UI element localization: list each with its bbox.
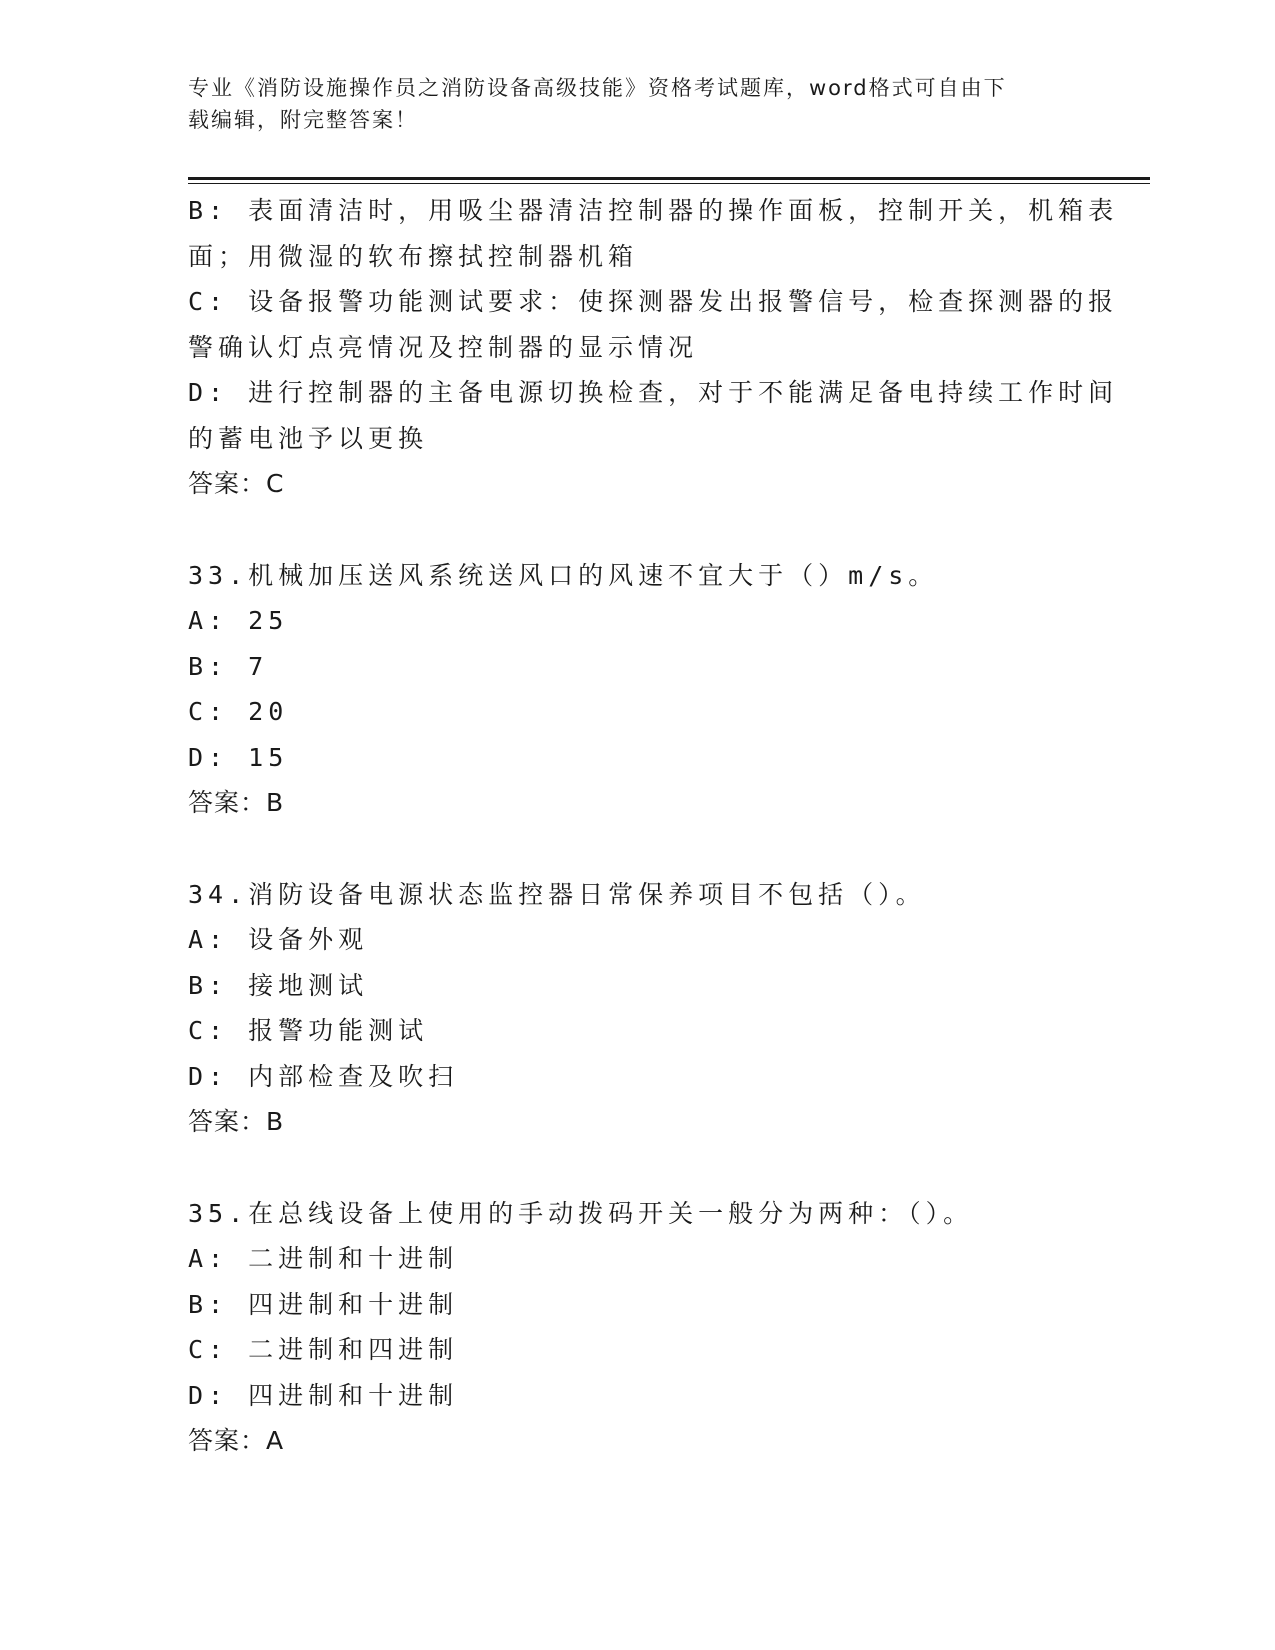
- answer-line: 答案：B: [188, 1107, 285, 1136]
- answer-line: 答案：C: [188, 469, 285, 498]
- question-35: [188, 1191, 1088, 1464]
- spacer: [188, 507, 1088, 553]
- option-b: B: 四进制和十进制: [188, 1289, 459, 1319]
- option-b-line-1: B: 表面清洁时，用吸尘器清洁控制器的操作面板，控制开关，机箱表: [188, 196, 1119, 225]
- answer-line: 答案：B: [188, 788, 285, 817]
- option-b-line-2: 面；用微湿的软布擦拭控制器机箱: [188, 241, 639, 271]
- document-header: [188, 72, 1068, 136]
- option-c: C: 报警功能测试: [188, 1016, 429, 1045]
- option-d: D: 15: [188, 742, 289, 772]
- header-line-1: 专业《消防设施操作员之消防设备高级技能》资格考试题库，word格式可自由下: [188, 76, 1007, 100]
- previous-question-block: [188, 188, 1119, 507]
- header-rule-thick: [188, 177, 1150, 180]
- option-b: B: 7: [188, 651, 269, 681]
- answer-line: 答案：A: [188, 1426, 285, 1455]
- option-c-line-2: 警确认灯点亮情况及控制器的显示情况: [188, 332, 699, 362]
- option-d: D: 内部检查及吹扫: [188, 1061, 459, 1091]
- option-a: A: 二进制和十进制: [188, 1244, 459, 1273]
- option-a: A: 设备外观: [188, 925, 369, 954]
- option-b: B: 接地测试: [188, 970, 369, 1000]
- question-34: [188, 872, 1088, 1145]
- option-c-line-1: C: 设备报警功能测试要求：使探测器发出报警信号，检查探测器的报: [188, 287, 1119, 316]
- question-33: [188, 553, 1088, 826]
- question-stem: 33.机械加压送风系统送风口的风速不宜大于（）m/s。: [188, 560, 939, 590]
- option-a: A: 25: [188, 606, 289, 635]
- header-rule-thin: [188, 183, 1150, 184]
- option-d: D: 四进制和十进制: [188, 1380, 459, 1410]
- question-content: [188, 188, 1119, 1464]
- spacer: [188, 1145, 1088, 1191]
- header-line-2: 载编辑，附完整答案！: [188, 108, 418, 132]
- question-stem: 35.在总线设备上使用的手动拨码开关一般分为两种：（）。: [188, 1198, 974, 1228]
- spacer: [188, 826, 1088, 872]
- option-c: C: 20: [188, 697, 289, 726]
- question-stem: 34.消防设备电源状态监控器日常保养项目不包括（）。: [188, 879, 926, 909]
- option-d-line-2: 的蓄电池予以更换: [188, 423, 429, 453]
- option-d-line-1: D: 进行控制器的主备电源切换检查，对于不能满足备电持续工作时间: [188, 378, 1119, 407]
- option-c: C: 二进制和四进制: [188, 1335, 459, 1364]
